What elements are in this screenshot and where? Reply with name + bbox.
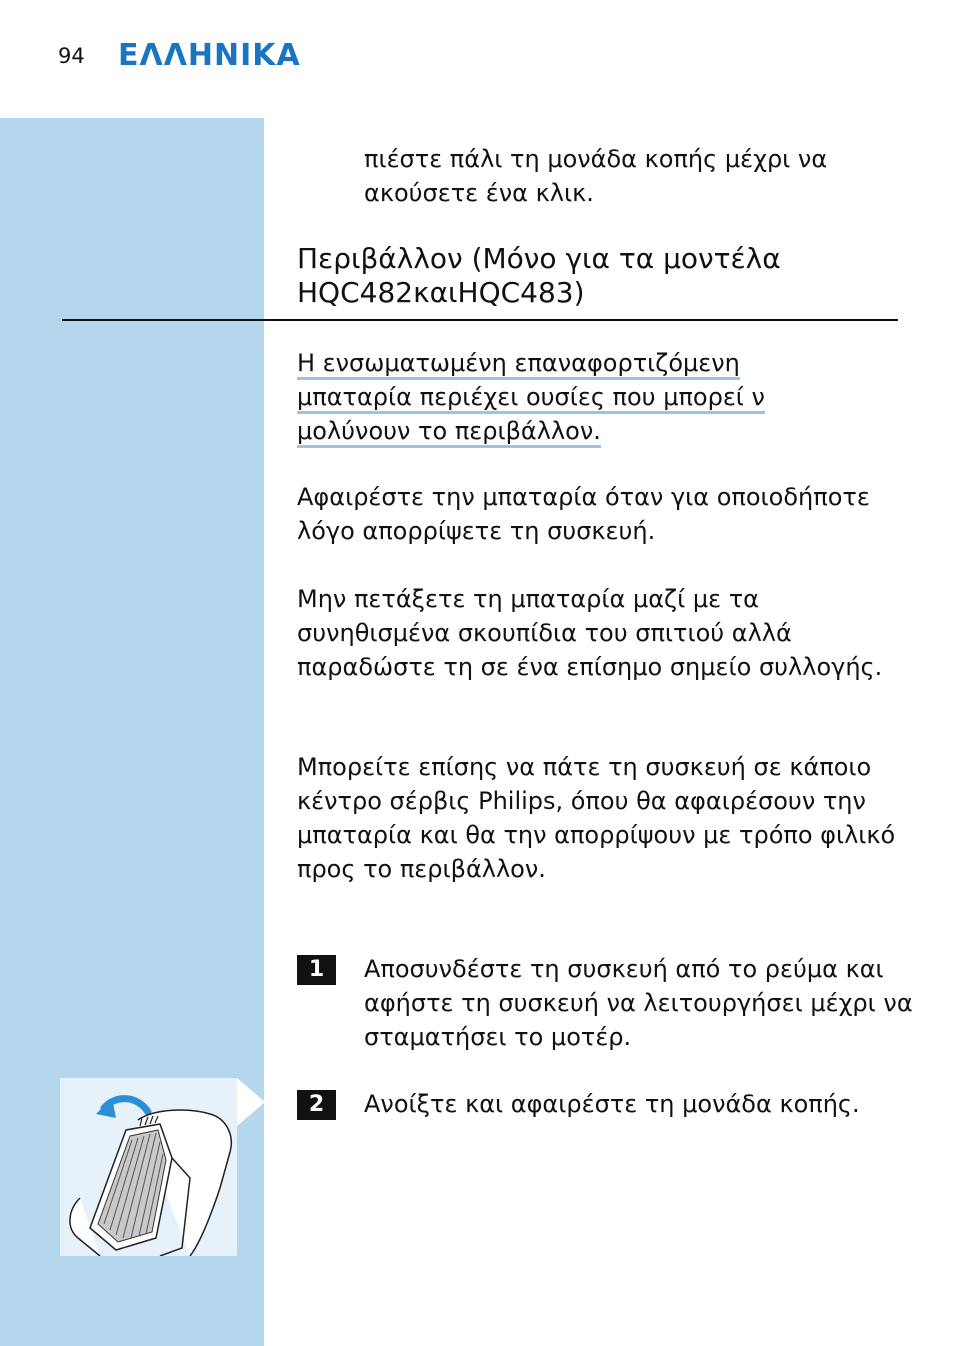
warning-line: μολύνουν το περιβάλλον. (297, 417, 601, 448)
paragraph-service-center: Μπορείτε επίσης να πάτε τη συσκευή σε κάποιο κέντρο σέρβις Philips, όπου θα αφαιρέσουν την μπαταρία και θα την απορρίψουν με τρόπο φιλικό προς το περιβάλλον. (297, 753, 896, 883)
section-heading: Περιβάλλον (Μόνο για τα μοντέλα HQC482καιHQC483) (297, 242, 781, 309)
illustration-pointer (237, 1078, 265, 1126)
continuation-text: πιέστε πάλι τη μονάδα κοπής μέχρι να ακούσετε ένα κλικ. (364, 145, 828, 207)
section-title: ΕΛΛΗΝΙΚΑ (118, 38, 301, 73)
step-text: Αποσυνδέστε τη συσκευή από το ρεύμα και αφήστε τη συσκευή να λειτουργήσει μέχρι να σταματήσει το μοτέρ. (364, 955, 913, 1051)
paragraph-disposal: Μην πετάξετε τη μπαταρία μαζί με τα συνηθισμένα σκουπίδια του σπιτιού αλλά παραδώστε τη σε ένα επίσημο σημείο συλλογής. (297, 585, 883, 681)
step-number-badge: 1 (297, 955, 336, 985)
paragraph-remove-battery: Αφαιρέστε την μπαταρία όταν για οποιοδήποτε λόγο απορρίψετε τη συσκευή. (297, 483, 870, 545)
warning-line: Η ενσωματωμένη επαναφορτιζόμενη (297, 349, 740, 380)
warning-block (297, 346, 917, 448)
warning-line: μπαταρία περιέχει ουσίες που μπορεί ν (297, 383, 765, 414)
page-number: 94 (58, 44, 85, 68)
illustration-drawing (60, 1078, 237, 1256)
hand-removing-cutting-unit-icon (60, 1078, 237, 1256)
heading-rule (62, 319, 898, 321)
step-text: Ανοίξτε και αφαιρέστε τη μονάδα κοπής. (364, 1090, 860, 1118)
step-number-badge: 2 (297, 1090, 336, 1120)
